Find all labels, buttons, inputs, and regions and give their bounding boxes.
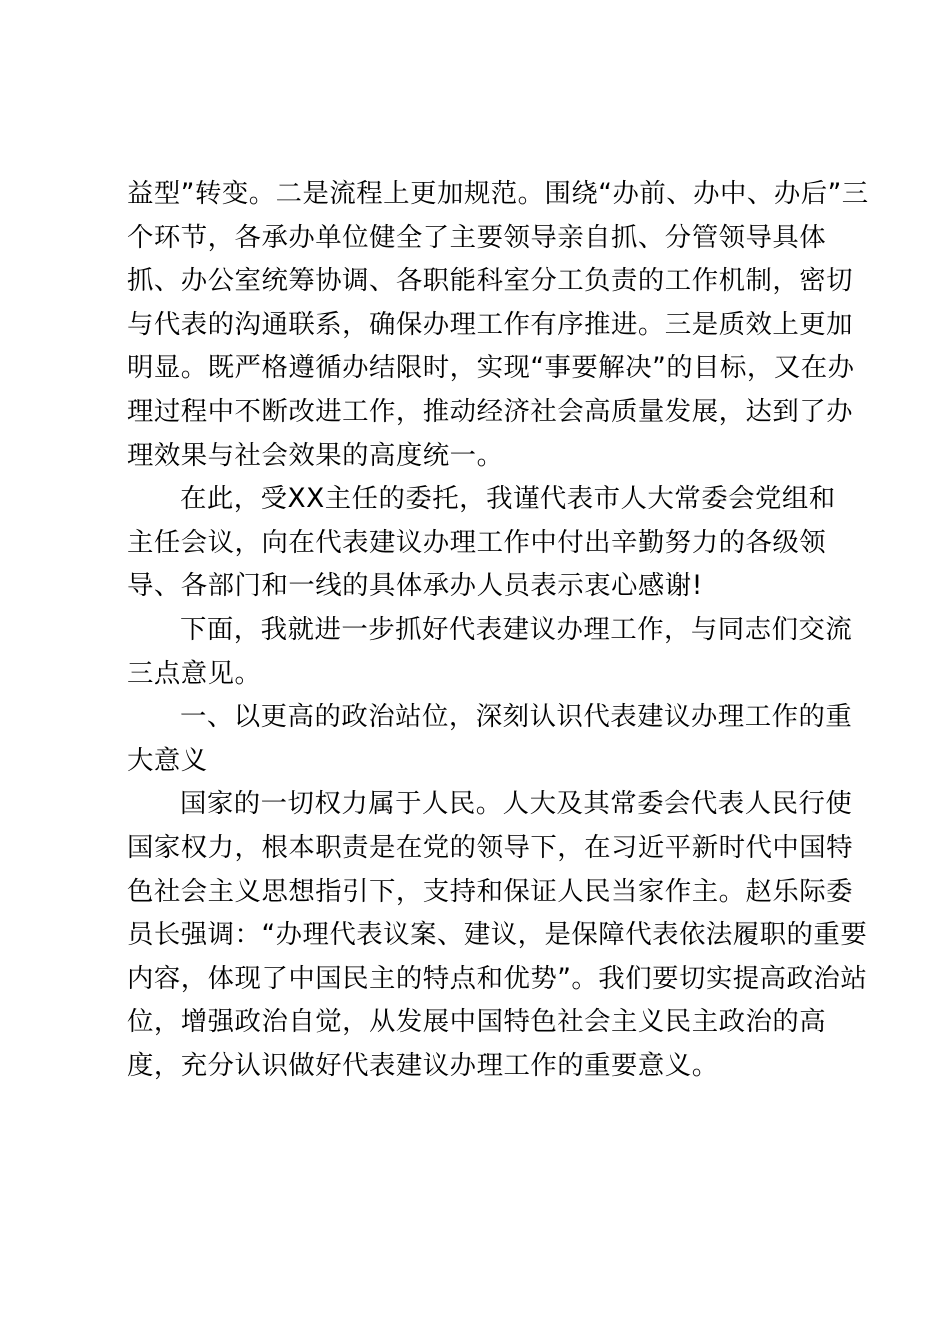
text-line: 国家权力，根本职责是在党的领导下，在习近平新时代中国特 — [127, 831, 854, 863]
paragraph-thanks — [127, 477, 836, 608]
text-line: 度，充分认识做好代表建议办理工作的重要意义。 — [127, 1049, 719, 1081]
text-line: 在此，受XX主任的委托，我谨代表市人大常委会党组和 — [180, 483, 836, 515]
text-line: 下面，我就进一步抓好代表建议办理工作，与同志们交流 — [180, 613, 853, 645]
text-line: 抓、办公室统筹协调、各职能科室分工负责的工作机制，密切 — [127, 265, 854, 297]
text-line: 益型”转变。二是流程上更加规范。围绕“办前、办中、办后”三 — [127, 178, 869, 209]
text-line: 个环节，各承办单位健全了主要领导亲自抓、分管领导具体 — [127, 221, 827, 253]
text-line: 理过程中不断改进工作，推动经济社会高质量发展，达到了办 — [127, 395, 854, 427]
text-line: 明显。既严格遵循办结限时，实现“事要解决”的目标，又在办 — [127, 352, 855, 384]
section-heading — [127, 695, 853, 782]
document-body — [127, 172, 869, 1087]
text-line: 导、各部门和一线的具体承办人员表示衷心感谢! — [127, 570, 703, 602]
text-line: 理效果与社会效果的高度统一。 — [127, 439, 504, 471]
text-line: 色社会主义思想指引下，支持和保证人民当家作主。赵乐际委 — [127, 875, 854, 907]
paragraph-section-body — [127, 782, 868, 1087]
paragraph-continuation — [127, 172, 869, 477]
paragraph-transition — [127, 608, 853, 695]
text-line: 与代表的沟通联系，确保办理工作有序推进。三是质效上更加 — [127, 308, 854, 340]
text-line: 内容，体现了中国民主的特点和优势”。我们要切实提高政治站 — [127, 962, 868, 994]
text-line: 三点意见。 — [127, 657, 262, 689]
text-line: 位，增强政治自觉，从发展中国特色社会主义民主政治的高 — [127, 1006, 827, 1038]
text-line: 主任会议，向在代表建议办理工作中付出辛勤努力的各级领 — [127, 526, 827, 558]
text-line: 国家的一切权力属于人民。人大及其常委会代表人民行使 — [180, 788, 853, 820]
text-line: 员长强调：“办理代表议案、建议，是保障代表依法履职的重要 — [127, 919, 868, 951]
heading-line: 大意义 — [127, 744, 208, 776]
heading-line: 一、以更高的政治站位，深刻认识代表建议办理工作的重 — [180, 701, 853, 733]
